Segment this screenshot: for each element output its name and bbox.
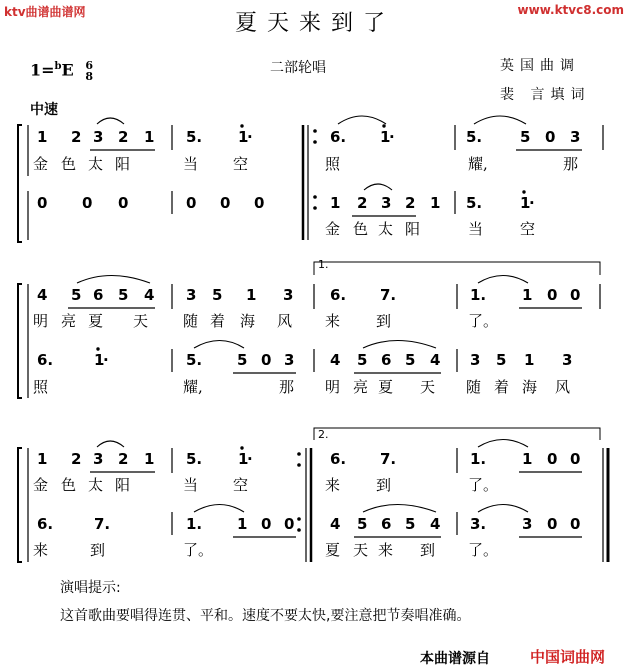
- high-octave-dot: [382, 124, 385, 127]
- lyric: 天: [353, 541, 369, 559]
- high-octave-dot: [240, 124, 243, 127]
- note: 6.: [37, 515, 54, 533]
- lyric: 着: [494, 378, 510, 396]
- lyric: 那: [279, 378, 295, 396]
- lyric: 到: [90, 541, 106, 559]
- source-site: 中国词曲网: [530, 648, 606, 666]
- lyric: 夏: [88, 312, 104, 330]
- slur: [97, 118, 124, 124]
- lyric: 阳: [115, 155, 131, 173]
- note: 1: [238, 128, 249, 146]
- lyric: 当: [468, 220, 484, 238]
- lyric: 色: [61, 155, 77, 173]
- lyric: 金: [33, 155, 49, 173]
- volta-1-bracket: [314, 262, 600, 275]
- meter-bottom: 8: [85, 70, 93, 83]
- note: 1: [246, 286, 257, 304]
- lyric: 空: [233, 155, 249, 173]
- note: 6.: [330, 128, 347, 146]
- note: 1: [524, 351, 535, 369]
- note: 3: [93, 450, 104, 468]
- source-label: 本曲谱源自: [420, 651, 490, 667]
- note: 5: [496, 351, 507, 369]
- key-name: E: [61, 60, 74, 80]
- note: 5.: [186, 450, 203, 468]
- note-dot: ·: [247, 450, 253, 468]
- beams: [68, 150, 582, 537]
- note: 6: [381, 351, 392, 369]
- song-title: 夏天来到了: [234, 11, 395, 36]
- note: 5.: [466, 128, 483, 146]
- lyric: 了。: [468, 541, 499, 559]
- brackets: [18, 125, 22, 562]
- tips-text: 这首歌曲要唱得连贯、平和。速度不要太快,要注意把节奏唱准确。: [60, 608, 471, 624]
- note: 0: [570, 286, 581, 304]
- high-octave-dot: [522, 190, 525, 193]
- slur: [478, 276, 528, 284]
- note: 0: [82, 194, 93, 212]
- lyric: 来: [325, 312, 341, 330]
- lyric: 海: [240, 312, 256, 330]
- note-dot: ·: [389, 128, 395, 146]
- song-subtitle: 二部轮唱: [270, 60, 326, 76]
- note: 6: [381, 515, 392, 533]
- lyric: 色: [353, 220, 369, 238]
- repeat-dot: [313, 206, 317, 210]
- lyric: 耀,: [468, 155, 488, 173]
- note: 3: [470, 351, 481, 369]
- note: 2: [405, 194, 416, 212]
- note: 4: [144, 286, 155, 304]
- lyric: 夏: [325, 541, 341, 559]
- slur: [364, 184, 392, 190]
- system-bracket-3: [18, 448, 22, 562]
- meter-top: 6: [85, 59, 93, 72]
- lyric: 来: [33, 541, 49, 559]
- volta-2-label: 2.: [318, 428, 329, 441]
- note: 1: [520, 194, 531, 212]
- note: 0: [570, 450, 581, 468]
- note: 3: [284, 351, 295, 369]
- lyric: 天: [420, 378, 436, 396]
- note: 5: [520, 128, 531, 146]
- note: 1: [37, 450, 48, 468]
- lyric: 太: [88, 476, 104, 494]
- note: 3: [570, 128, 581, 146]
- lyric: 阳: [115, 476, 131, 494]
- key-lead: 1=: [30, 60, 55, 80]
- note: 4: [430, 515, 441, 533]
- note: 1: [144, 128, 155, 146]
- lyric: 那: [563, 155, 579, 173]
- note: 1: [522, 450, 533, 468]
- note: 0: [261, 351, 272, 369]
- lyric: 亮: [61, 312, 77, 330]
- lyric: 明: [33, 312, 49, 330]
- slur: [363, 505, 436, 513]
- slur: [194, 341, 244, 349]
- note: 7.: [94, 515, 111, 533]
- note: 5: [405, 351, 416, 369]
- slur: [194, 505, 244, 513]
- repeat-dot: [297, 452, 301, 456]
- repeat-dot: [297, 517, 301, 521]
- note: 2: [71, 128, 82, 146]
- note: 5.: [186, 351, 203, 369]
- note: 4: [37, 286, 48, 304]
- note: 1: [430, 194, 441, 212]
- slur: [474, 116, 526, 124]
- note: 0: [570, 515, 581, 533]
- note: 3: [186, 286, 197, 304]
- note: 7.: [380, 450, 397, 468]
- slur: [478, 440, 528, 448]
- repeat-dot: [297, 528, 301, 532]
- lyric: 照: [325, 155, 341, 173]
- note: 0: [547, 450, 558, 468]
- volta-1-label: 1.: [318, 258, 329, 271]
- lyric: 了。: [468, 476, 499, 494]
- lyric: 空: [520, 220, 536, 238]
- note: 5.: [466, 194, 483, 212]
- lyric: 耀,: [183, 378, 203, 396]
- lyric: 金: [33, 476, 49, 494]
- note: 4: [330, 351, 341, 369]
- volta-2-bracket: [314, 428, 600, 440]
- note: 1: [237, 515, 248, 533]
- note: 1: [522, 286, 533, 304]
- note: 0: [186, 194, 197, 212]
- lyric: 到: [376, 312, 392, 330]
- note: 2: [118, 128, 129, 146]
- note: 3: [381, 194, 392, 212]
- lyric: 随: [466, 378, 482, 396]
- repeat-dot: [313, 140, 317, 144]
- note: 5.: [186, 128, 203, 146]
- lyric: 金: [325, 220, 341, 238]
- note: 2: [357, 194, 368, 212]
- note: 4: [430, 351, 441, 369]
- slur: [77, 276, 150, 284]
- lyric: 阳: [405, 220, 421, 238]
- watermark-right: www.ktvc8.com: [517, 3, 624, 17]
- lyric: 明: [325, 378, 341, 396]
- barlines: [28, 125, 608, 562]
- note: 5: [237, 351, 248, 369]
- tips-label: 演唱提示:: [60, 580, 121, 596]
- note: 3.: [470, 515, 487, 533]
- high-octave-dot: [96, 347, 99, 350]
- lyric: 照: [33, 378, 49, 396]
- tempo-marking: 中速: [30, 102, 58, 118]
- note: 3: [562, 351, 573, 369]
- note: 1: [37, 128, 48, 146]
- watermark-left: ktv曲谱曲谱网: [4, 5, 86, 19]
- repeat-dots: [297, 129, 317, 532]
- note: 7.: [380, 286, 397, 304]
- note: 5: [212, 286, 223, 304]
- note: 0: [220, 194, 231, 212]
- repeat-dot: [313, 195, 317, 199]
- note: 2: [118, 450, 129, 468]
- note: 0: [118, 194, 129, 212]
- note: 0: [254, 194, 265, 212]
- note: 6.: [330, 450, 347, 468]
- lyric: 风: [555, 378, 571, 396]
- note: 6.: [330, 286, 347, 304]
- note: 1.: [470, 450, 487, 468]
- lyric: 亮: [353, 378, 369, 396]
- note: 1: [238, 450, 249, 468]
- note-dot: ·: [103, 351, 109, 369]
- lyric: 夏: [378, 378, 394, 396]
- note: 5: [71, 286, 82, 304]
- system-bracket-1: [18, 125, 22, 242]
- lyric: 到: [376, 476, 392, 494]
- lyric: 了。: [468, 312, 499, 330]
- lyric: 随: [183, 312, 199, 330]
- note: 3: [283, 286, 294, 304]
- note: 0: [37, 194, 48, 212]
- note-dot: ·: [529, 194, 535, 212]
- note: 1: [94, 351, 105, 369]
- lyric: 天: [133, 312, 149, 330]
- slur: [478, 505, 528, 513]
- composer-credit: 英国曲调: [500, 58, 580, 74]
- lyric: 海: [522, 378, 538, 396]
- slur: [97, 441, 124, 447]
- lyric: 来: [325, 476, 341, 494]
- note: 0: [284, 515, 295, 533]
- flat-sign: b: [54, 61, 62, 73]
- lyric: 风: [277, 312, 293, 330]
- slur: [363, 341, 436, 349]
- note: 0: [545, 128, 556, 146]
- high-octave-dot: [240, 446, 243, 449]
- note: 1: [330, 194, 341, 212]
- slur: [338, 116, 386, 124]
- octave-dots: [96, 124, 525, 449]
- note: 1.: [186, 515, 203, 533]
- note: 5: [357, 515, 368, 533]
- lyric: 当: [183, 476, 199, 494]
- note: 1.: [470, 286, 487, 304]
- lyric: 了。: [183, 541, 214, 559]
- lyric: 太: [378, 220, 394, 238]
- note: 4: [330, 515, 341, 533]
- lyric: 空: [233, 476, 249, 494]
- lyricist-credit: 裴 言填词: [500, 87, 591, 103]
- note: 1: [380, 128, 391, 146]
- note: 2: [71, 450, 82, 468]
- note: 5: [118, 286, 129, 304]
- lyric: 太: [88, 155, 104, 173]
- lyric: 当: [183, 155, 199, 173]
- note: 6.: [37, 351, 54, 369]
- note: 5: [357, 351, 368, 369]
- lyric: 来: [378, 541, 394, 559]
- note: 0: [547, 515, 558, 533]
- note: 1: [144, 450, 155, 468]
- system-bracket-2: [18, 284, 22, 398]
- lyric: 到: [420, 541, 436, 559]
- note: 3: [93, 128, 104, 146]
- lyric: 着: [210, 312, 226, 330]
- repeat-dot: [313, 129, 317, 133]
- note: 5: [405, 515, 416, 533]
- lyric: 色: [61, 476, 77, 494]
- note: 3: [522, 515, 533, 533]
- note-dot: ·: [247, 128, 253, 146]
- note: 6: [93, 286, 104, 304]
- note: 0: [547, 286, 558, 304]
- repeat-dot: [297, 463, 301, 467]
- note: 0: [261, 515, 272, 533]
